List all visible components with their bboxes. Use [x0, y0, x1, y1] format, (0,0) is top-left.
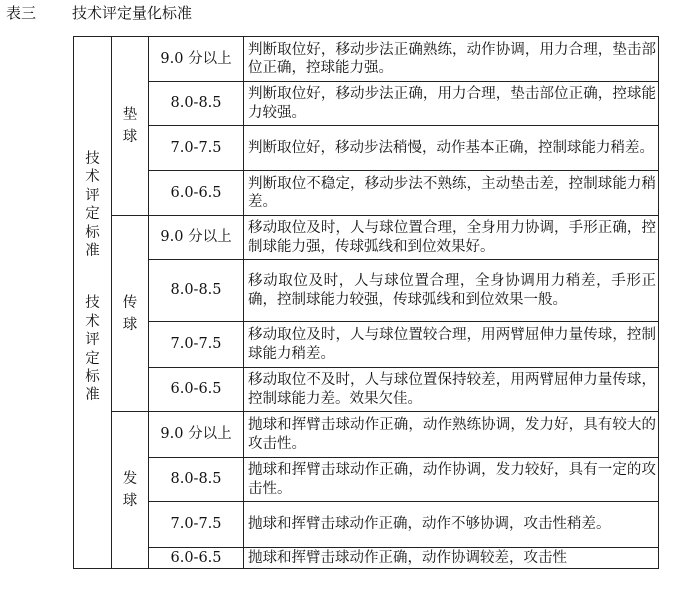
score-cell: 8.0-8.5 — [149, 260, 244, 322]
main-label-char: 术 — [85, 169, 100, 186]
score-cell: 8.0-8.5 — [149, 82, 244, 126]
score-cell: 9.0 分以上 — [149, 216, 244, 260]
category-label-char: 球 — [122, 316, 138, 333]
description-cell: 抛球和挥臂击球动作正确，动作协调较差，攻击性 — [244, 548, 659, 569]
main-label-char: 评 — [85, 332, 100, 349]
main-label-char: 技 — [85, 295, 100, 312]
main-label-char: 准 — [85, 243, 100, 260]
table-row — [74, 412, 659, 458]
table-row — [74, 216, 659, 260]
main-label-char: 定 — [85, 350, 100, 367]
description-cell: 判断取位好，移动步法稍慢，动作基本正确，控制球能力稍差。 — [244, 126, 659, 171]
category-label-char: 发 — [122, 471, 138, 487]
table-row — [74, 322, 659, 368]
table-caption — [6, 4, 192, 22]
description-cell: 抛球和挥臂击球动作正确，动作熟练协调，发力好，具有较大的攻击性。 — [244, 412, 659, 458]
main-category-cell — [74, 37, 112, 569]
table-row — [74, 171, 659, 216]
description-cell: 移动取位及时，人与球位置较合理，用两臂屈伸力量传球，控制球能力稍差。 — [244, 322, 659, 368]
table-row — [74, 126, 659, 171]
table-title: 技术评定量化标准 — [72, 4, 193, 22]
category-cell-chuanqiu — [112, 216, 149, 412]
category-cell-faqiu — [112, 412, 149, 569]
table-row — [74, 82, 659, 126]
description-cell: 抛球和挥臂击球动作正确，动作不够协调，攻击性稍差。 — [244, 502, 659, 548]
table-row — [74, 502, 659, 548]
score-cell: 9.0 分以上 — [149, 412, 244, 458]
main-label-char: 标 — [85, 224, 100, 241]
main-label-char: 定 — [85, 206, 100, 223]
main-label-char: 评 — [85, 187, 100, 204]
category-label-char: 球 — [122, 129, 138, 145]
main-label-char: 准 — [85, 387, 100, 404]
scoring-table — [73, 36, 659, 569]
description-cell: 移动取位及时，人与球位置合理，全身用力协调，手形正确，控制球能力强，传球弧线和到位效果好。 — [244, 216, 659, 260]
score-cell: 6.0-6.5 — [149, 548, 244, 569]
main-label-char: 术 — [85, 313, 100, 330]
category-cell-dianqiu — [112, 37, 149, 216]
score-cell: 7.0-7.5 — [149, 126, 244, 171]
category-label-char: 垫 — [122, 107, 138, 123]
table-row — [74, 548, 659, 569]
category-label-char: 球 — [122, 493, 138, 509]
main-label-char: 标 — [85, 369, 100, 386]
table-row — [74, 368, 659, 412]
score-cell: 8.0-8.5 — [149, 458, 244, 502]
description-cell: 抛球和挥臂击球动作正确，动作协调，发力较好，具有一定的攻击性。 — [244, 458, 659, 502]
description-cell: 判断取位不稳定，移动步法不熟练，主动垫击差，控制球能力稍差。 — [244, 171, 659, 216]
table-number: 表三 — [6, 4, 37, 22]
description-cell: 移动取位及时，人与球位置合理，全身协调用力稍差，手形正确，控制球能力较强，传球弧线和到位效果一般。 — [244, 260, 659, 322]
score-cell: 7.0-7.5 — [149, 322, 244, 368]
table-row — [74, 260, 659, 322]
score-cell: 6.0-6.5 — [149, 171, 244, 216]
score-cell: 7.0-7.5 — [149, 502, 244, 548]
main-label-char: 技 — [85, 151, 100, 167]
description-cell: 判断取位好，移动步法正确，用力合理，垫击部位正确，控球能力较强。 — [244, 82, 659, 126]
score-cell: 9.0 分以上 — [149, 37, 244, 82]
category-label-char: 传 — [122, 294, 138, 311]
description-cell: 移动取位不及时，人与球位置保持较差，用两臂屈伸力量传球，控制球能力差。效果欠佳。 — [244, 368, 659, 412]
score-cell: 6.0-6.5 — [149, 368, 244, 412]
table-row — [74, 458, 659, 502]
table-row — [74, 37, 659, 82]
description-cell: 判断取位好，移动步法正确熟练，动作协调，用力合理，垫击部位正确，控球能力强。 — [244, 37, 659, 82]
